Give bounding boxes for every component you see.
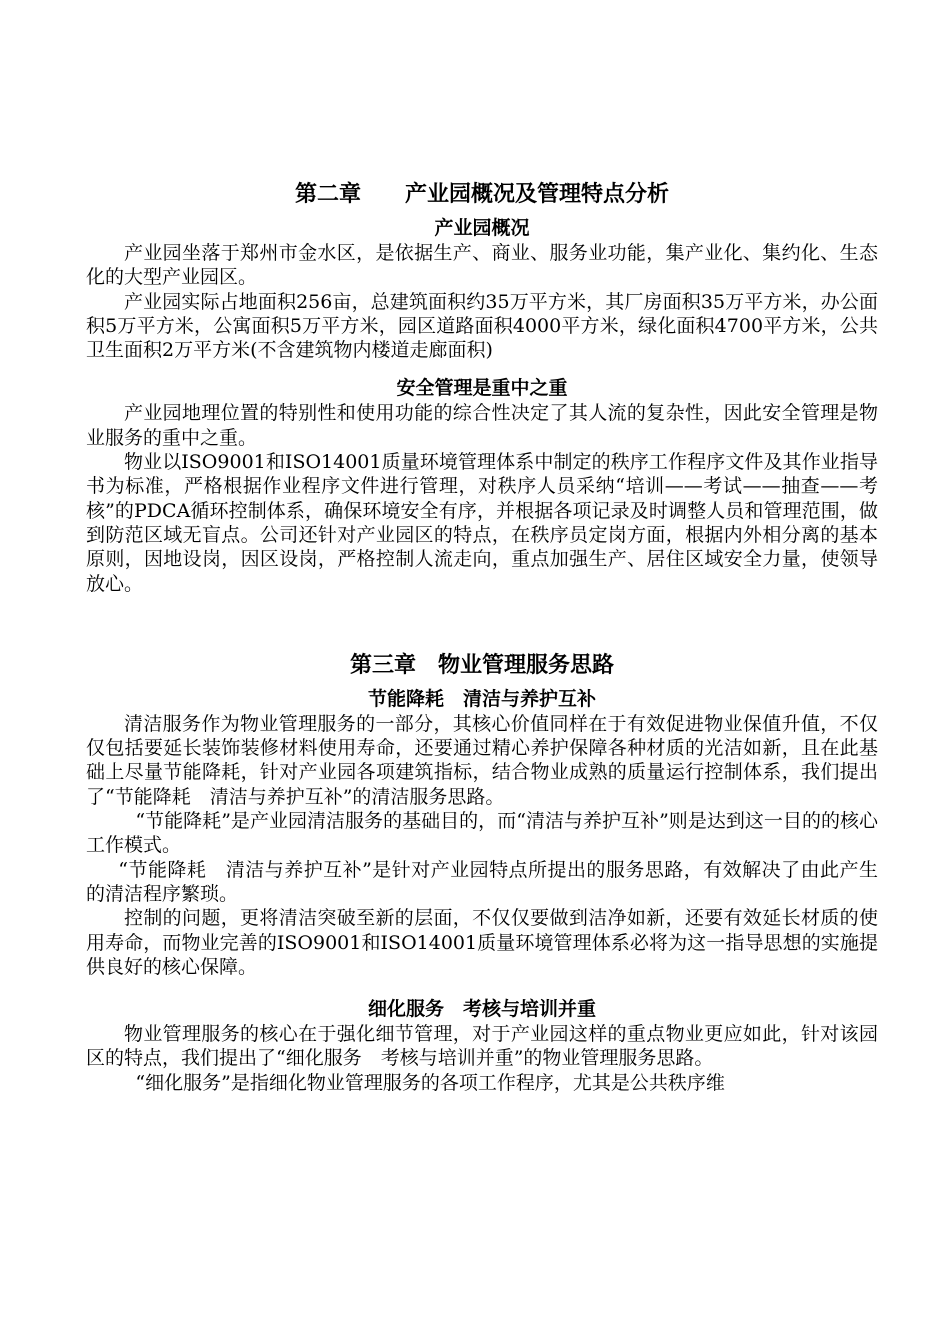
section-heading-park-overview: 产业园概况 <box>434 217 530 239</box>
document-page <box>86 0 878 1095</box>
chapter3-title: 第三章 物业管理服务思路 <box>349 652 614 678</box>
paragraph-safety-importance: 产业园地理位置的特别性和使用功能的综合性决定了其人流的复杂性，因此安全管理是物业服务的重中之重。 <box>86 402 878 449</box>
paragraph-refined-core: 物业管理服务的核心在于强化细节管理，对于产业园这样的重点物业更应如此，针对该园区的特点，我们提出了“细化服务 考核与培训并重”的物业管理服务思路。 <box>86 1023 878 1070</box>
paragraph-safety-system: 物业以ISO9001和ISO14001质量环境管理体系中制定的秩序工作程序文件及其作业指导书为标准，严格根据作业程序文件进行管理，对秩序人员采纳“培训——考试——抽查——考核”的PDCA循环控制体系，确保环境安全有序，并根据各项记录及时调整人员和管理范围，做到防范区域无盲点。公司还针对产业园区的特点，在秩序员定岗方面，根据内外相分离的基本原则，因地设岗，因区设岗，严格控制人流走向，重点加强生产、居住区域安全力量，使领导放心。 <box>86 451 878 595</box>
section-heading-safety: 安全管理是重中之重 <box>396 377 568 400</box>
paragraph-park-area: 产业园实际占地面积256亩，总建筑面积约35万平方米，其厂房面积35万平方米，办公面积5万平方米，公寓面积5万平方米，园区道路面积4000平方米，绿化面积4700平方米，公共卫生面积2万平方米(不含建筑物内楼道走廊面积) <box>86 290 878 362</box>
section-heading-refined-service: 细化服务 考核与培训并重 <box>367 998 596 1021</box>
chapter2-title: 第二章 产业园概况及管理特点分析 <box>294 182 669 207</box>
paragraph-refined-definition: “细化服务”是指细化物业管理服务的各项工作程序，尤其是公共秩序维 <box>135 1071 725 1094</box>
paragraph-park-location: 产业园坐落于郑州市金水区，是依据生产、商业、服务业功能，集产业化、集约化、生态化的大型产业园区。 <box>86 242 878 289</box>
paragraph-energy-goal: “节能降耗”是产业园清洁服务的基础目的，而“清洁与养护互补”则是达到这一目的的核心工作模式。 <box>86 810 878 857</box>
paragraph-cleaning-thinking: “节能降耗 清洁与养护互补”是针对产业园特点所提出的服务思路，有效解决了由此产生的清洁程序繁琐。 <box>86 858 878 905</box>
paragraph-cleaning-control: 控制的问题，更将清洁突破至新的层面，不仅仅要做到洁净如新，还要有效延长材质的使用寿命，而物业完善的ISO9001和ISO14001质量环境管理体系必将为这一指导思想的实施提供良好的核心保障。 <box>86 907 878 978</box>
paragraph-cleaning-value: 清洁服务作为物业管理服务的一部分，其核心价值同样在于有效促进物业保值升值，不仅仅包括要延长装饰装修材料使用寿命，还要通过精心养护保障各种材质的光洁如新，且在此基础上尽量节能降耗，针对产业园各项建筑指标，结合物业成熟的质量运行控制体系，我们提出了“节能降耗 清洁与养护互补”的清洁服务思路。 <box>86 712 878 808</box>
section-heading-energy-cleaning: 节能降耗 清洁与养护互补 <box>367 687 596 710</box>
